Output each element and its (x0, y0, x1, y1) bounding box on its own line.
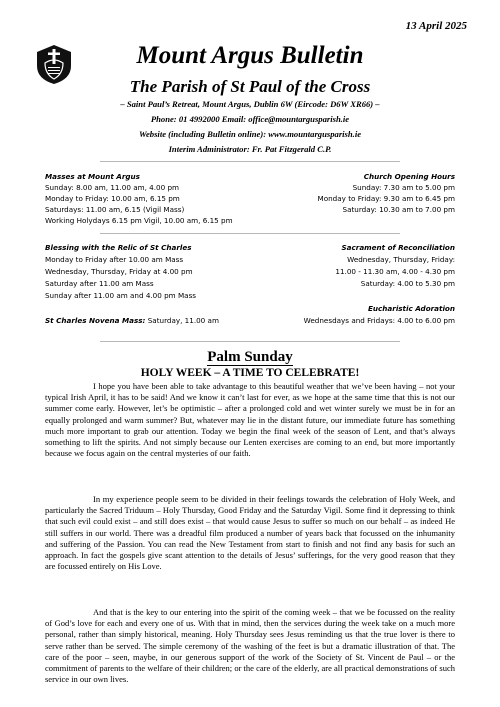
adoration-time: Wednesdays and Fridays: 4.00 to 6.00 pm (303, 316, 455, 325)
blessing-time: Monday to Friday after 10.00 am Mass (45, 255, 184, 264)
reconciliation-time: Saturday: 4.00 to 5.30 pm (360, 279, 455, 288)
mass-time: Saturdays: 11.00 am, 6.15 (Vigil Mass) (45, 205, 185, 214)
article-title-text: Palm Sunday (207, 349, 293, 365)
divider (100, 341, 400, 342)
bulletin-title: Mount Argus Bulletin (136, 42, 364, 69)
blessing-time: Sunday after 11.00 am and 4.00 pm Mass (45, 291, 197, 300)
novena-label: St Charles Novena Mass: (45, 316, 146, 325)
novena-mass (45, 315, 219, 326)
article-title (0, 349, 500, 366)
parish-address: – Saint Paul’s Retreat, Mount Argus, Dublin 6W (Eircode: D6W XR66) – (120, 99, 380, 109)
article-paragraph: In my experience people seem to be divided in their feelings towards the celebration of Holy Week, and particularly the Sacred Triduum – Holy Thursday, Good Friday and the Saturday Vigil. Some find it depressing to think that such evil could exist – and still does exist – that would cause Jesus to suffer so much on our behalf – as indeed He still suffers in our world. There was a dreadful film produced a number of years back that focussed on the inhumanity and suffering of the Passion. You can read the New Testament from start to finish and not find any basis for such an approach. In fact the gospels give scant attention to the details of Jesus’ sufferings, for the very good reason that they are focussed entirely on His Love. (45, 494, 455, 572)
opening-hours: Saturday: 10.30 am to 7.00 pm (342, 205, 455, 214)
opening-hours: Monday to Friday: 9.30 am to 6.45 pm (317, 194, 455, 203)
blessing-time: Wednesday, Thursday, Friday at 4.00 pm (45, 267, 193, 276)
masses-heading: Masses at Mount Argus (45, 172, 140, 181)
opening-hours: Sunday: 7.30 am to 5.00 pm (352, 183, 455, 192)
reconciliation-heading: Sacrament of Reconciliation (341, 243, 455, 252)
opening-hours-heading: Church Opening Hours (363, 172, 455, 181)
novena-time: Saturday, 11.00 am (145, 316, 219, 325)
adoration-heading: Eucharistic Adoration (368, 304, 455, 313)
divider (100, 161, 400, 162)
reconciliation-time: 11.00 - 11.30 am, 4.00 - 4.30 pm (335, 267, 455, 276)
bulletin-date: 13 April 2025 (405, 20, 467, 32)
mass-time: Sunday: 8.00 am, 11.00 am, 4.00 pm (45, 183, 180, 192)
article-paragraph: And that is the key to our entering into the spirit of the coming week – that we be focussed on the reality of God’s love for each and every one of us. With that in mind, then the services during the week take on a much more personal, rather than simply historical, meaning. Holy Thursday sees Jesus reminding us that the true lover is there to serve rather than be served. The simple ceremony of the washing of the feet is but a dramatic illustration of that. The care of the poor – seen, maybe, in our generous support of the work of the Society of St. Vincent de Paul – or the commitment of parents to the welfare of their children; or the care of the elderly, are all practical demonstrations of such service in our own lives. (45, 607, 455, 685)
blessing-time: Saturday after 11.00 am Mass (45, 279, 154, 288)
article-subtitle: HOLY WEEK – A TIME TO CELEBRATE! (140, 367, 360, 379)
parish-subtitle: The Parish of St Paul of the Cross (129, 77, 371, 96)
parish-administrator: Interim Administrator: Fr. Pat Fitzgerald C.P. (168, 144, 332, 154)
parish-contact: Phone: 01 4992000 Email: office@mountargusparish.ie (150, 114, 350, 124)
article-paragraph: I hope you have been able to take advantage to this beautiful weather that we’ve been having – not your typical Irish April, it has to be said! And we know it can’t last for ever, as we hope at the same time that this is not our summer come early. However, let’s be optimistic – after a prolonged cold and wet winter surely we must be in for an equally prolonged and warm summer? But, whatever may lie in the distant future, our immediate future has something much more important to grab our attention. Today we begin the final week of the season of Lent, and that’s always something to lift the spirits. And not simply because our Lenten exercises are coming to an end, but more importantly because we focus again on the central mysteries of our faith. (45, 381, 455, 459)
blessing-heading: Blessing with the Relic of St Charles (45, 243, 192, 252)
mass-time: Working Holydays 6.15 pm Vigil, 10.00 am, 6.15 pm (45, 216, 233, 225)
reconciliation-time: Wednesday, Thursday, Friday: (347, 255, 455, 264)
mass-time: Monday to Friday: 10.00 am, 6.15 pm (45, 194, 180, 203)
parish-website: Website (including Bulletin online): www.mountargusparish.ie (138, 129, 362, 139)
divider (100, 233, 400, 234)
